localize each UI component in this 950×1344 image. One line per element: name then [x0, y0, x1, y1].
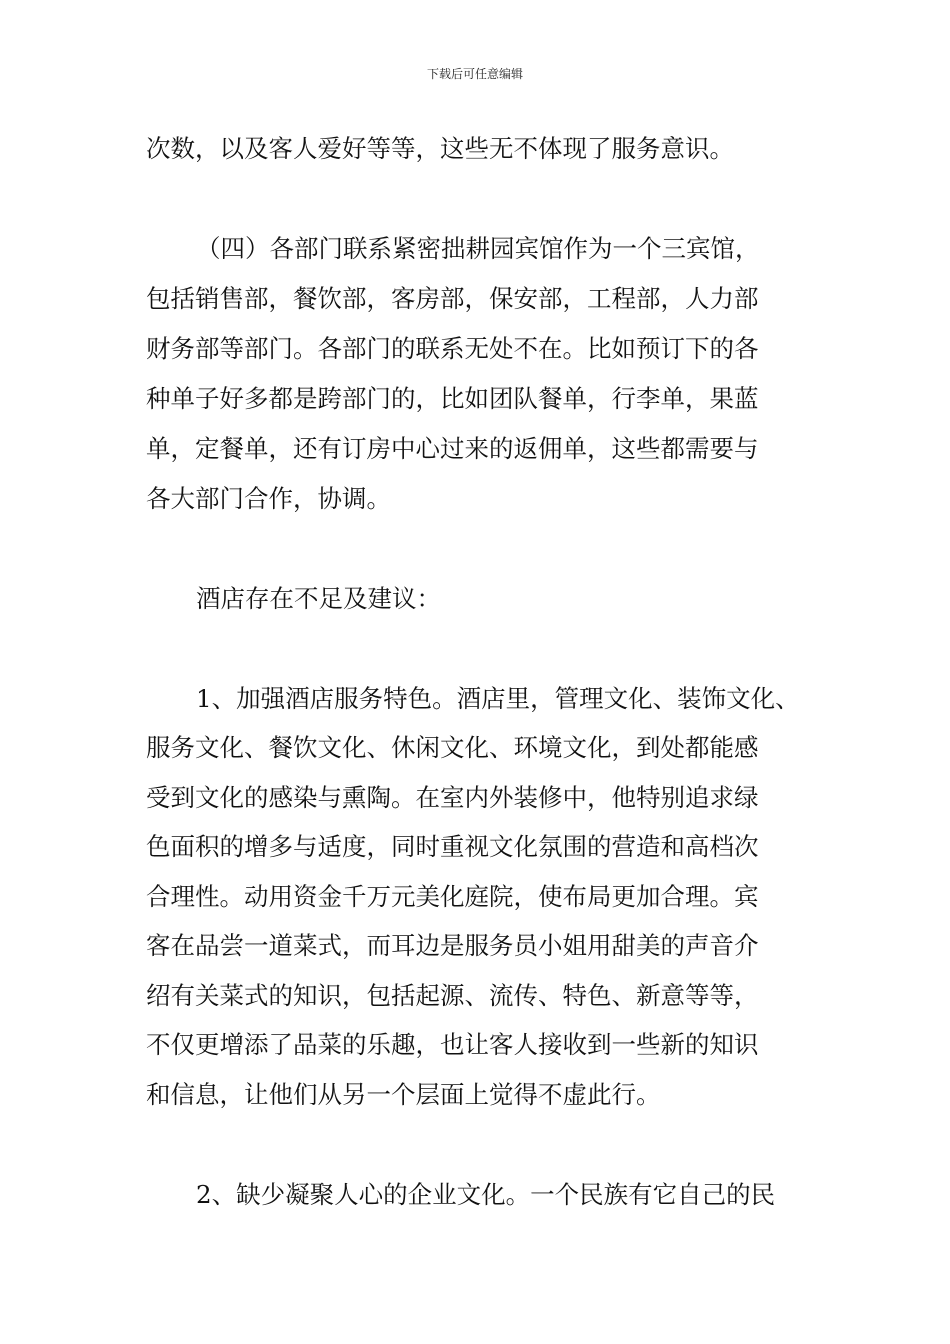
paragraph-first-line: 1、加强酒店服务特色。酒店里，管理文化、装饰文化、 — [196, 684, 800, 713]
text-line: 财务部等部门。各部门的联系无处不在。比如预订下的各 — [146, 334, 759, 363]
paragraph-first-line: 2、缺少凝聚人心的企业文化。一个民族有它自己的民 — [196, 1180, 776, 1209]
text-line: 合理性。动用资金千万元美化庭院，使布局更加合理。宾 — [146, 882, 759, 911]
text-line: 单，定餐单，还有订房中心过来的返佣单，这些都需要与 — [146, 434, 759, 463]
text-line: 包括销售部，餐饮部，客房部，保安部，工程部，人力部 — [146, 284, 759, 313]
section-heading: 酒店存在不足及建议： — [196, 584, 441, 613]
text-line: 次数，以及客人爱好等等，这些无不体现了服务意识。 — [146, 134, 734, 163]
page-header: 下载后可任意编辑 — [426, 67, 523, 81]
text-line: 受到文化的感染与熏陶。在室内外装修中，他特别追求绿 — [146, 783, 759, 812]
text-line: 绍有关菜式的知识，包括起源、流传、特色、新意等等， — [146, 981, 759, 1010]
text-line: 各大部门合作，协调。 — [146, 484, 391, 513]
text-line: 色面积的增多与适度，同时重视文化氛围的营造和高档次 — [146, 832, 759, 861]
paragraph-first-line: （四）各部门联系紧密拙耕园宾馆作为一个三宾馆， — [196, 234, 760, 263]
text-line: 不仅更增添了品菜的乐趣，也让客人接收到一些新的知识 — [146, 1030, 759, 1059]
text-line: 种单子好多都是跨部门的，比如团队餐单，行李单，果蓝 — [146, 384, 759, 413]
text-line: 客在品尝一道菜式，而耳边是服务员小姐用甜美的声音介 — [146, 931, 759, 960]
text-line: 和信息，让他们从另一个层面上觉得不虚此行。 — [146, 1080, 661, 1109]
text-line: 服务文化、餐饮文化、休闲文化、环境文化，到处都能感 — [146, 733, 759, 762]
